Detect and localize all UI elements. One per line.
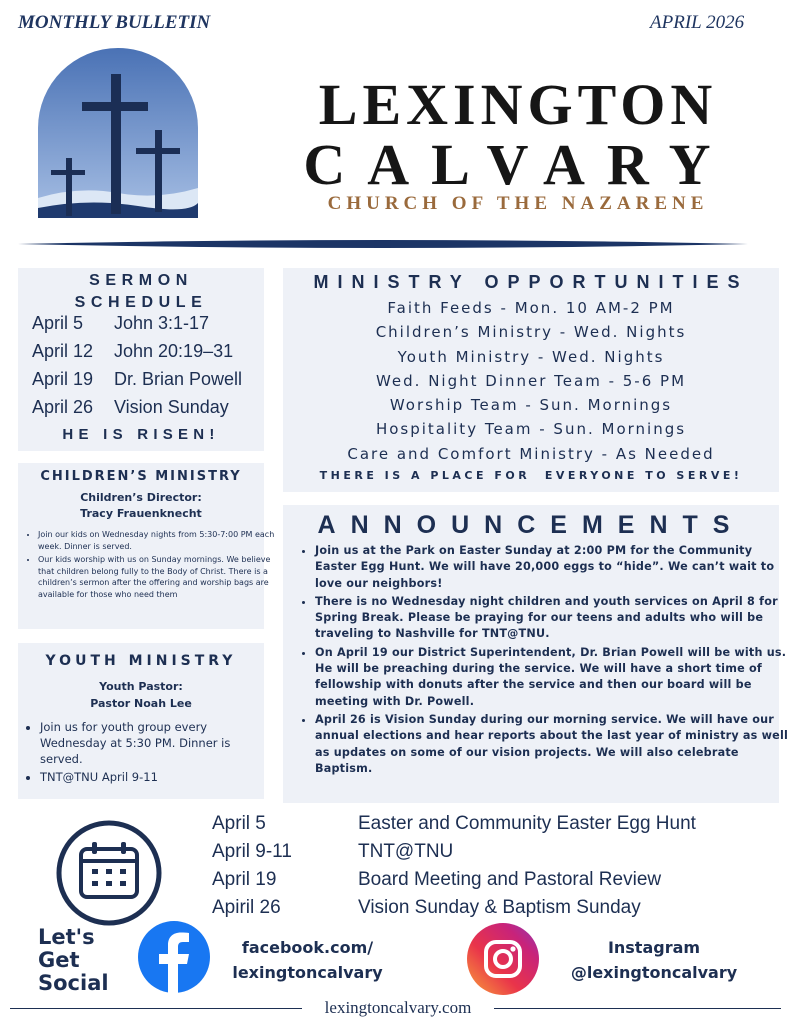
list-item: Hospitality Team - Sun. Mornings: [375, 420, 687, 439]
youth-pastor-label: Youth Pastor:: [99, 680, 183, 693]
sermon-row: April 5 John 3:1-17: [32, 313, 210, 333]
list-item: • Join us at the Park on Easter Sunday at 2:00 PM for the Community Easter Egg Hunt. We will have 20,000 eggs to “hide”. We can’t wait to love our neighbors!: [315, 543, 789, 592]
list-item: • On April 19 our District Superintendent, Dr. Brian Powell will be with us. He will be preaching during the service. We will have a short time of fellowship with donuts after the service and then our board will be meeting with Dr. Powell.: [315, 645, 789, 710]
childrens-director-name: Tracy Frauenknecht: [80, 507, 202, 520]
sermon-schedule-panel: [18, 268, 264, 451]
ministry-opportunities-panel: [283, 268, 779, 492]
announcements-panel: [283, 505, 789, 803]
sermon-schedule-footer: HE IS RISEN!: [62, 426, 220, 443]
bulletin-label: MONTHLY BULLETIN: [18, 12, 211, 33]
childrens-ministry-panel: [18, 463, 275, 629]
event-row: Apiril 26 Vision Sunday & Baptism Sunday: [212, 897, 641, 918]
footer-rule-right: [494, 1008, 781, 1009]
instagram-icon[interactable]: [466, 922, 540, 996]
list-item: • April 26 is Vision Sunday during our morning service. We will have our annual elections and hear reports about the last year of ministry as well as updates on some of our vision projects. We will also celebrate Baptism.: [315, 712, 789, 777]
list-item: Children’s Ministry - Wed. Nights: [375, 323, 687, 342]
list-item: • Our kids worship with us on Sunday mornings. We believe that children belong fully to the Body of Christ. There is a children’s sermon after the offering and worship bags are available for those who need them: [38, 554, 276, 600]
event-row: April 5 Easter and Community Easter Egg Hunt: [212, 813, 696, 834]
announcements-title: ANNOUNCEMENTS: [317, 511, 745, 539]
website-link[interactable]: lexingtoncalvary.com: [324, 998, 472, 1017]
youth-pastor-name: Pastor Noah Lee: [90, 697, 192, 710]
sermon-schedule-list: [32, 309, 242, 421]
list-item: Youth Ministry - Wed. Nights: [397, 347, 665, 366]
list-item: Worship Team - Sun. Mornings: [389, 396, 673, 415]
event-row: April 9-11 TNT@TNU: [212, 841, 454, 862]
childrens-ministry-list: [20, 529, 276, 602]
masthead-line-1: LEXINGTON: [318, 72, 718, 137]
facebook-link[interactable]: facebook.com/ lexingtoncalvary: [232, 938, 383, 982]
cross-logo: [38, 48, 198, 218]
ministry-opportunities-list: [283, 296, 779, 466]
list-item: • Join our kids on Wednesday nights from 5:30-7:00 PM each week. Dinner is served.: [38, 529, 276, 552]
event-row: April 19 Board Meeting and Pastoral Review: [212, 869, 662, 890]
sermon-row: April 12 John 20:19–31: [32, 341, 234, 361]
announcements-list: [297, 543, 789, 779]
list-item: Wed. Night Dinner Team - 5-6 PM: [375, 371, 687, 390]
calendar-icon: [54, 818, 164, 928]
youth-ministry-panel: [18, 643, 264, 799]
social-heading: Let's Get Social: [38, 925, 109, 995]
facebook-icon[interactable]: [137, 920, 211, 994]
masthead-line-2: CALVARY: [303, 132, 733, 197]
sermon-schedule-title: SERMON SCHEDULE: [74, 272, 208, 311]
header-divider: [18, 236, 748, 250]
sermon-row: April 26 Vision Sunday: [32, 397, 229, 417]
footer-rule-left: [10, 1008, 302, 1009]
list-item: • There is no Wednesday night children and youth services on April 8 for Spring Break. Please be praying for our teens and adults who will be traveling to Nashville for TNT@TNU.: [315, 594, 789, 643]
childrens-director-label: Children’s Director:: [80, 491, 202, 504]
list-item: • TNT@TNU April 9-11: [40, 769, 264, 785]
sermon-row: April 19 Dr. Brian Powell: [32, 369, 243, 389]
ministry-opportunities-title: MINISTRY OPPORTUNITIES: [313, 272, 749, 292]
list-item: Care and Comfort Ministry - As Needed: [347, 444, 715, 463]
list-item: Faith Feeds - Mon. 10 AM-2 PM: [387, 299, 675, 317]
youth-ministry-title: YOUTH MINISTRY: [45, 653, 237, 669]
youth-ministry-list: [22, 719, 264, 787]
issue-date: APRIL 2026: [650, 12, 745, 33]
masthead-line-3: CHURCH OF THE NAZARENE: [327, 193, 709, 214]
instagram-link[interactable]: Instagram @lexingtoncalvary: [570, 938, 738, 982]
childrens-ministry-title: CHILDREN’S MINISTRY: [40, 469, 242, 484]
list-item: • Join us for youth group every Wednesday at 5:30 PM. Dinner is served.: [40, 719, 264, 767]
ministry-opportunities-footer: THERE IS A PLACE FOR EVERYONE TO SERVE!: [319, 469, 743, 482]
